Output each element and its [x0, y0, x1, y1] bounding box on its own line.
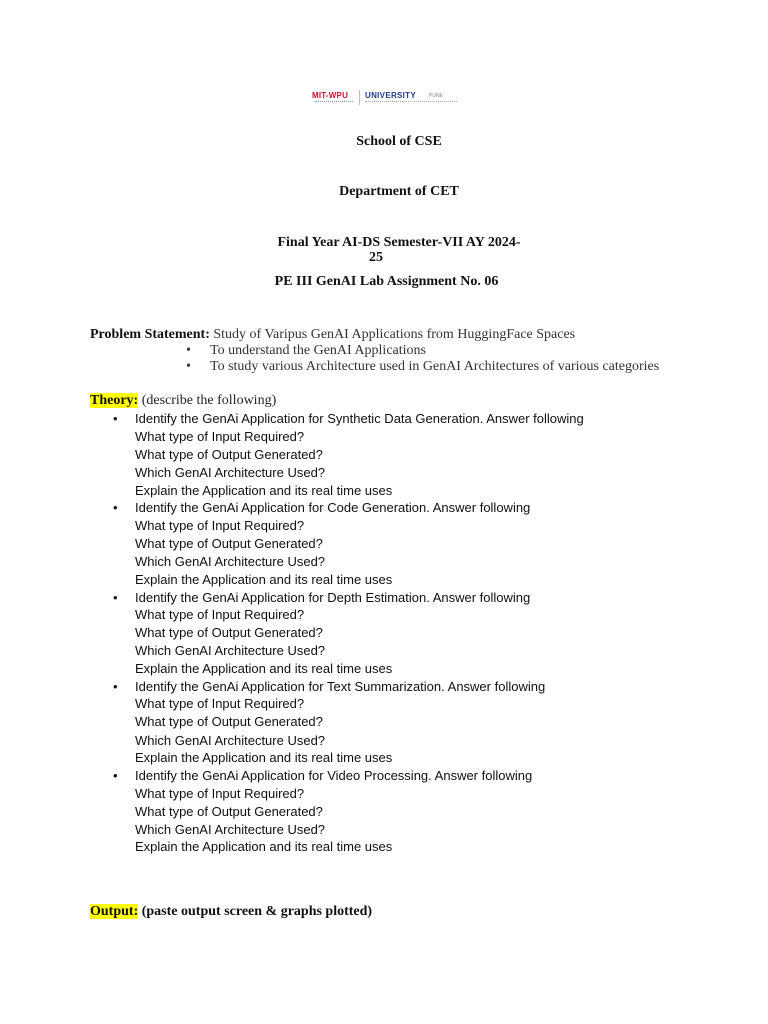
problem-text: Study of Varipus GenAI Applications from HuggingFace Spaces — [213, 327, 576, 342]
theory-question: What type of Input Required? — [135, 607, 305, 622]
logo-left-tagline — [315, 101, 353, 104]
logo-divider — [359, 90, 360, 105]
theory-question: What type of Output Generated? — [135, 625, 323, 640]
output-label: Output: — [90, 904, 139, 919]
theory-question: What type of Input Required? — [135, 696, 305, 711]
logo-right-tagline — [365, 101, 457, 104]
bullet-icon: • — [113, 768, 118, 783]
bullet-icon: • — [113, 411, 118, 426]
output-text: (paste output screen & graphs plotted) — [141, 904, 373, 919]
problem-statement — [90, 327, 575, 343]
theory-question: What type of Output Generated? — [135, 804, 323, 819]
output-section — [90, 904, 372, 920]
assignment-title: PE III GenAI Lab Assignment No. 06 — [274, 274, 499, 289]
problem-label: Problem Statement: — [90, 327, 210, 342]
theory-question: Which GenAI Architecture Used? — [135, 465, 326, 480]
theory-item-title: Identify the GenAi Application for Depth Estimation. Answer following — [135, 590, 531, 605]
theory-question: What type of Input Required? — [135, 786, 305, 801]
theory-question: Explain the Application and its real time uses — [135, 750, 393, 765]
bullet-icon: • — [186, 343, 191, 358]
theory-question: Which GenAI Architecture Used? — [135, 554, 326, 569]
department-title: Department of CET — [339, 184, 459, 199]
university-logo — [312, 89, 460, 109]
theory-question: What type of Output Generated? — [135, 536, 323, 551]
bullet-icon: • — [113, 500, 118, 515]
theory-question: Explain the Application and its real time uses — [135, 572, 393, 587]
bullet-icon: • — [113, 679, 118, 694]
problem-bullet-text: To understand the GenAI Applications — [210, 343, 426, 358]
theory-question: What type of Input Required? — [135, 518, 305, 533]
theory-item-title: Identify the GenAi Application for Video Processing. Answer following — [135, 768, 533, 783]
bullet-icon: • — [186, 359, 191, 374]
logo-city: PUNE — [429, 93, 443, 99]
logo-left-text: MIT-WPU — [312, 91, 349, 100]
theory-heading — [90, 393, 276, 409]
theory-question: Explain the Application and its real time uses — [135, 661, 393, 676]
theory-question: Which GenAI Architecture Used? — [135, 643, 326, 658]
theory-text: (describe the following) — [141, 393, 277, 408]
bullet-icon: • — [113, 590, 118, 605]
theory-item-title: Identify the GenAi Application for Code Generation. Answer following — [135, 500, 531, 515]
theory-question: Which GenAI Architecture Used? — [135, 733, 326, 748]
logo-right-text: UNIVERSITY — [365, 91, 417, 100]
problem-bullet-text: To study various Architecture used in GenAI Architectures of various categories — [210, 359, 660, 374]
theory-question: Explain the Application and its real time uses — [135, 483, 393, 498]
problem-bullet — [186, 343, 426, 359]
theory-item-title: Identify the GenAi Application for Text Summarization. Answer following — [135, 679, 546, 694]
theory-question: What type of Output Generated? — [135, 447, 323, 462]
year-line-2: 25 — [369, 250, 383, 265]
problem-bullet — [186, 359, 659, 375]
theory-item-title: Identify the GenAi Application for Synthetic Data Generation. Answer following — [135, 411, 584, 426]
theory-question: Explain the Application and its real time uses — [135, 839, 393, 854]
theory-question: What type of Input Required? — [135, 429, 305, 444]
year-line-1: Final Year AI-DS Semester-VII AY 2024- — [277, 235, 521, 250]
school-title: School of CSE — [356, 134, 442, 149]
theory-label: Theory: — [90, 393, 139, 408]
theory-question: What type of Output Generated? — [135, 714, 323, 729]
theory-question: Which GenAI Architecture Used? — [135, 822, 326, 837]
